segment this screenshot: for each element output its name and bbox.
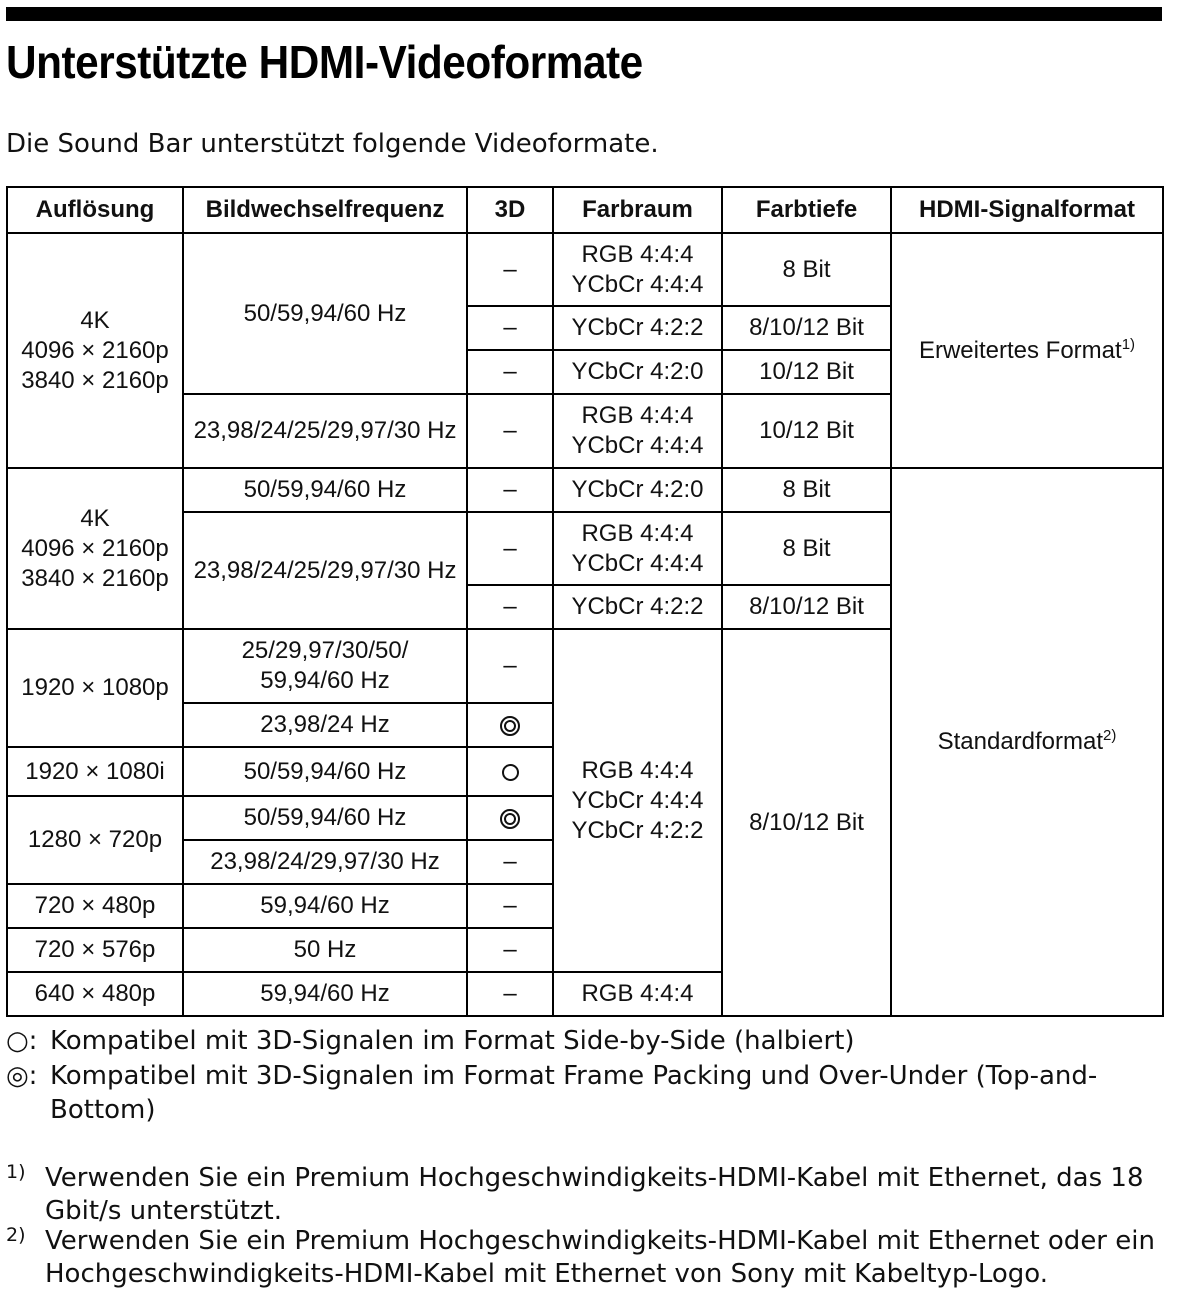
cell-resolution: 640 × 480p — [7, 972, 183, 1016]
cell-resolution: 720 × 576p — [7, 928, 183, 972]
video-format-table — [6, 186, 1164, 1017]
cell-frame-rate: 25/29,97/30/50/ 59,94/60 Hz — [183, 629, 467, 703]
header-frame-rate: Bildwechselfrequenz — [183, 187, 467, 233]
cell-3d: – — [467, 233, 553, 306]
double-circle-legend-text: Kompatibel mit 3D-Signalen im Format Frame Packing und Over-Under (Top-and-Bottom) — [50, 1061, 1098, 1125]
cell-3d: – — [467, 840, 553, 884]
cell-3d: – — [467, 928, 553, 972]
cell-frame-rate: 59,94/60 Hz — [183, 884, 467, 928]
double-circle-legend-symbol: ◎: — [6, 1061, 38, 1091]
cell-resolution: 4K 4096 × 2160p 3840 × 2160p — [7, 233, 183, 468]
cell-frame-rate: 50/59,94/60 Hz — [183, 796, 467, 840]
cell-3d: – — [467, 585, 553, 629]
cell-color-space: YCbCr 4:2:2 — [553, 306, 722, 350]
cell-signal-format — [891, 468, 1163, 1016]
cell-3d: – — [467, 350, 553, 394]
cell-color-space: RGB 4:4:4 — [553, 972, 722, 1016]
cell-3d: – — [467, 468, 553, 512]
cell-3d — [467, 747, 553, 796]
cell-3d: – — [467, 972, 553, 1016]
double-circle-icon — [500, 716, 520, 736]
footnote-ref-1: 1) — [1121, 335, 1136, 353]
cell-frame-rate: 50/59,94/60 Hz — [183, 747, 467, 796]
cell-color-depth: 8/10/12 Bit — [722, 306, 891, 350]
cell-color-depth: 10/12 Bit — [722, 394, 891, 468]
top-rule — [6, 7, 1162, 21]
cell-color-depth: 8 Bit — [722, 233, 891, 306]
cell-frame-rate: 50/59,94/60 Hz — [183, 468, 467, 512]
table-row — [7, 233, 1163, 306]
intro-text: Die Sound Bar unterstützt folgende Videoformate. — [6, 129, 659, 159]
cell-frame-rate: 23,98/24/25/29,97/30 Hz — [183, 512, 467, 629]
cell-color-space: RGB 4:4:4 YCbCr 4:4:4 — [553, 512, 722, 585]
cell-color-space: YCbCr 4:2:0 — [553, 468, 722, 512]
signal-extended-label: Erweitertes Format — [918, 336, 1122, 364]
cell-color-depth: 8 Bit — [722, 468, 891, 512]
cell-color-space: RGB 4:4:4 YCbCr 4:4:4 YCbCr 4:2:2 — [553, 629, 722, 972]
cell-3d — [467, 703, 553, 747]
table-header-row — [7, 187, 1163, 233]
cell-resolution: 720 × 480p — [7, 884, 183, 928]
circle-legend-symbol: ○: — [6, 1026, 38, 1056]
header-signal-format: HDMI-Signalformat — [891, 187, 1163, 233]
cell-color-depth: 8/10/12 Bit — [722, 585, 891, 629]
cell-3d: – — [467, 394, 553, 468]
cell-resolution: 1920 × 1080p — [7, 629, 183, 747]
circle-icon — [502, 764, 519, 781]
signal-standard-label: Standardformat — [937, 728, 1104, 755]
footnote-text: Verwenden Sie ein Premium Hochgeschwindigkeits-HDMI-Kabel mit Ethernet, das 18 Gbit/s unterstützt. — [45, 1163, 1144, 1226]
cell-color-depth: 8 Bit — [722, 512, 891, 585]
footnote-text: Verwenden Sie ein Premium Hochgeschwindigkeits-HDMI-Kabel mit Ethernet oder ein Hochgeschwindigkeits-HDMI-Kabel mit Ethernet von Sony mit Kabeltyp-Logo. — [45, 1226, 1155, 1289]
cell-resolution: 1280 × 720p — [7, 796, 183, 884]
cell-3d: – — [467, 512, 553, 585]
cell-frame-rate: 23,98/24/25/29,97/30 Hz — [183, 394, 467, 468]
cell-color-depth: 10/12 Bit — [722, 350, 891, 394]
cell-3d — [467, 796, 553, 840]
header-color-depth: Farbtiefe — [722, 187, 891, 233]
cell-color-space: YCbCr 4:2:0 — [553, 350, 722, 394]
cell-frame-rate: 50 Hz — [183, 928, 467, 972]
cell-3d: – — [467, 629, 553, 703]
table-row — [7, 468, 1163, 512]
cell-3d: – — [467, 884, 553, 928]
cell-color-space: YCbCr 4:2:2 — [553, 585, 722, 629]
cell-frame-rate: 23,98/24/29,97/30 Hz — [183, 840, 467, 884]
cell-3d: – — [467, 306, 553, 350]
cell-resolution: 1920 × 1080i — [7, 747, 183, 796]
cell-color-depth: 8/10/12 Bit — [722, 629, 891, 1016]
header-color-space: Farbraum — [553, 187, 722, 233]
footnote-mark: 2) — [6, 1224, 26, 1246]
cell-resolution: 4K 4096 × 2160p 3840 × 2160p — [7, 468, 183, 629]
cell-frame-rate: 59,94/60 Hz — [183, 972, 467, 1016]
cell-signal-format — [891, 233, 1163, 468]
header-resolution: Auflösung — [7, 187, 183, 233]
footnote-ref-2: 2) — [1103, 727, 1117, 744]
cell-color-space: RGB 4:4:4 YCbCr 4:4:4 — [553, 394, 722, 468]
cell-frame-rate: 50/59,94/60 Hz — [183, 233, 467, 394]
cell-frame-rate: 23,98/24 Hz — [183, 703, 467, 747]
circle-legend-text: Kompatibel mit 3D-Signalen im Format Side-by-Side (halbiert) — [50, 1026, 855, 1056]
legend-double-circle — [6, 1059, 1156, 1125]
page-title: Unterstützte HDMI-Videoformate — [6, 36, 643, 88]
cell-color-space: RGB 4:4:4 YCbCr 4:4:4 — [553, 233, 722, 306]
header-3d: 3D — [467, 187, 553, 233]
double-circle-icon — [500, 809, 520, 829]
legend-circle — [6, 1024, 1156, 1058]
footnote-mark: 1) — [6, 1161, 26, 1183]
